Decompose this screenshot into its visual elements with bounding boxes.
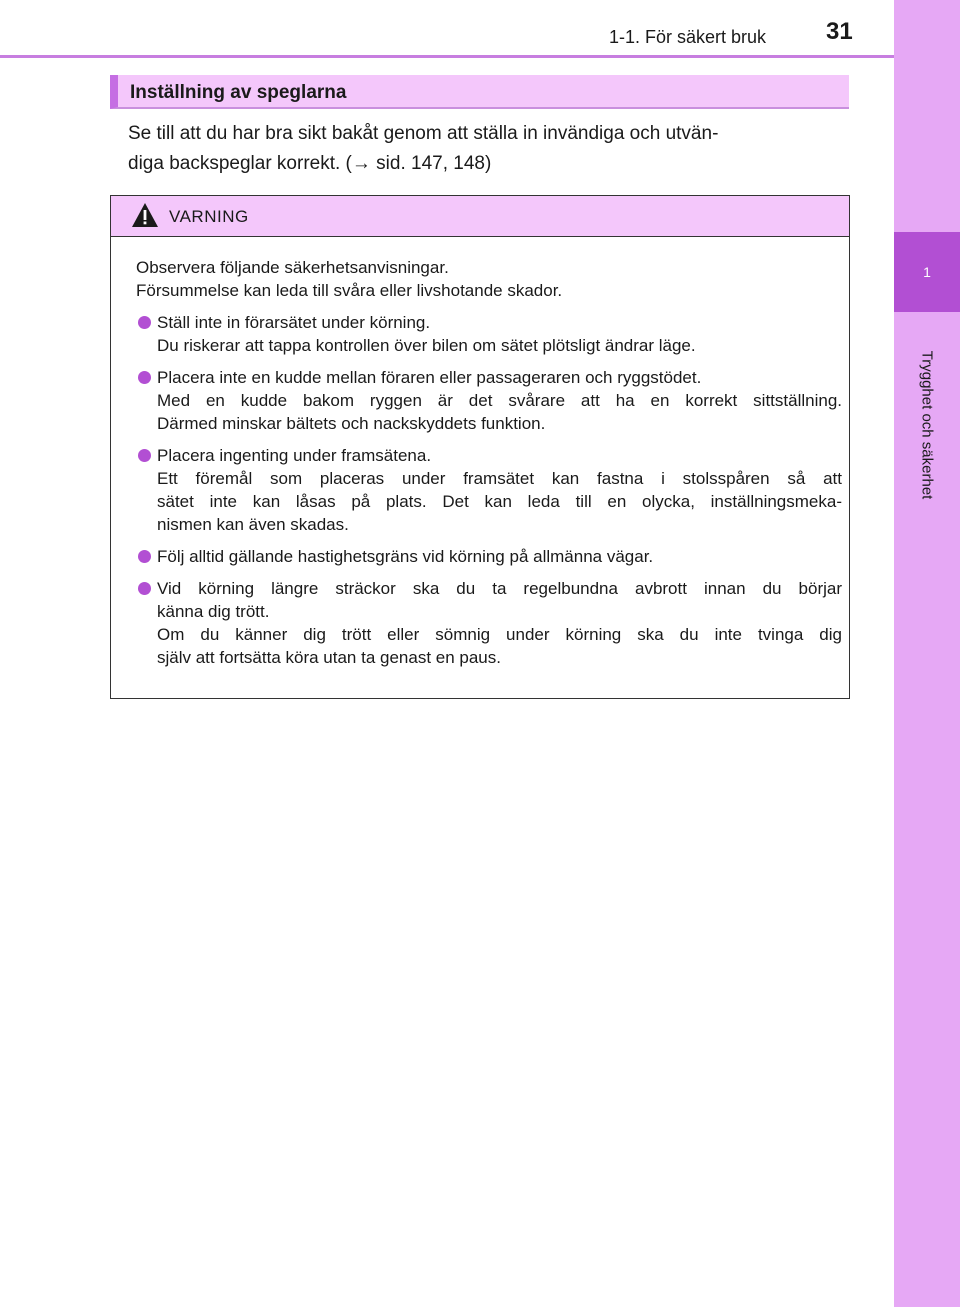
warning-intro-line: Observera följande säkerhetsanvisningar. — [136, 258, 449, 277]
bullet-dot-icon — [138, 316, 151, 329]
page-number: 31 — [826, 18, 853, 45]
section-heading-bar — [110, 75, 849, 109]
warning-intro-line: Försummelse kan leda till svåra eller livshotande skador. — [136, 281, 563, 300]
bullet-line: nismen kan även skadas. — [157, 515, 349, 534]
bullet-dot-icon — [138, 582, 151, 595]
chapter-number-box — [894, 232, 960, 312]
bullet-line: Ställ inte in förarsätet under körning. — [157, 313, 431, 332]
bullet-dot-icon — [138, 371, 151, 384]
bullet-line: sätet inte kan låsas på plats. Det kan leda till en olycka, inställningsmeka- — [157, 492, 842, 511]
intro-line: Se till att du har bra sikt bakåt genom att ställa in invändiga och utvän- — [128, 123, 719, 144]
warning-title: VARNING — [169, 207, 249, 226]
warning-bullet — [136, 366, 842, 435]
bullet-line: Med en kudde bakom ryggen är det svårare att ha en korrekt sittställning. — [157, 391, 842, 410]
warning-bullet — [136, 577, 842, 669]
bullet-line: Ett föremål som placeras under framsätet kan fastna i stolsspåren så att — [157, 469, 842, 488]
warning-bullet — [136, 311, 842, 357]
section-heading: Inställning av speglarna — [130, 82, 347, 103]
chapter-side-tab — [894, 0, 960, 1307]
section-intro — [128, 119, 858, 179]
warning-bullet — [136, 444, 842, 536]
bullet-line: känna dig trött. — [157, 602, 270, 621]
warning-intro — [136, 256, 842, 302]
bullet-line: Om du känner dig trött eller sömnig under körning ska du inte tvinga dig — [157, 625, 842, 644]
warning-bullet — [136, 545, 842, 568]
chapter-number: 1 — [923, 264, 931, 280]
warning-header — [111, 196, 849, 237]
bullet-line: Vid körning längre sträckor ska du ta regelbundna avbrott innan du börjar — [157, 579, 842, 598]
chapter-title: Trygghet och säkerhet — [918, 350, 936, 500]
bullet-line: Placera ingenting under framsätena. — [157, 446, 432, 465]
bullet-dot-icon — [138, 550, 151, 563]
header-divider — [0, 55, 894, 58]
bullet-line: Följ alltid gällande hastighetsgräns vid körning på allmänna vägar. — [157, 547, 654, 566]
warning-box — [110, 195, 850, 699]
section-reference: 1-1. För säkert bruk — [609, 27, 767, 47]
bullet-line: Därmed minskar bältets och nackskyddets funktion. — [157, 414, 546, 433]
bullet-line: själv att fortsätta köra utan ta genast en paus. — [157, 648, 501, 667]
warning-triangle-icon — [131, 202, 159, 228]
bullet-dot-icon — [138, 449, 151, 462]
intro-line: diga backspeglar korrekt. (→ sid. 147, 148) — [128, 153, 492, 174]
bullet-line: Du riskerar att tappa kontrollen över bilen om sätet plötsligt ändrar läge. — [157, 336, 696, 355]
bullet-line: Placera inte en kudde mellan föraren eller passageraren och ryggstödet. — [157, 368, 702, 387]
warning-body — [136, 256, 842, 678]
